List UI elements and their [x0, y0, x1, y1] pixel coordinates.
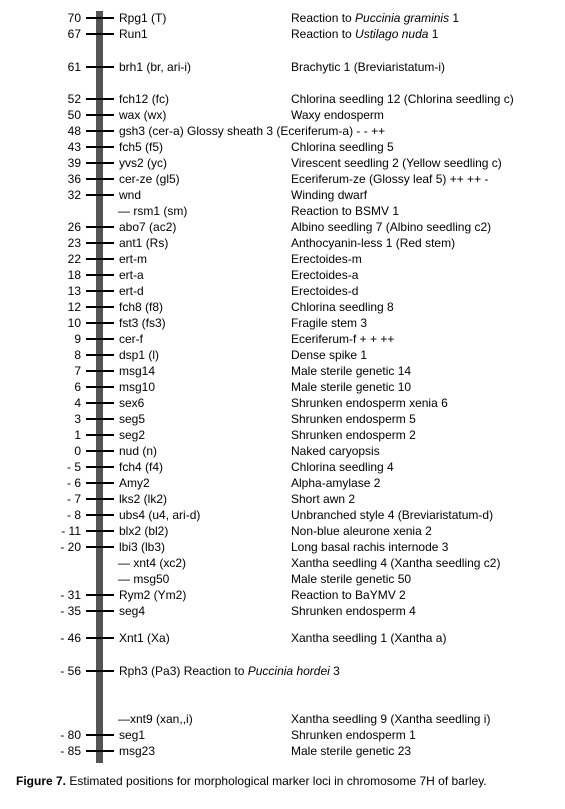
locus-row — [0, 507, 565, 523]
map-position: 36 — [67, 172, 81, 186]
locus-row — [0, 379, 565, 395]
locus-symbol: Rph3 (Pa3) Reaction to Puccinia hordei 3 — [119, 664, 340, 678]
locus-row — [0, 10, 565, 26]
trait-name — [291, 523, 432, 539]
trait-name — [291, 379, 411, 395]
map-position: 26 — [67, 220, 81, 234]
locus-row — [0, 743, 565, 759]
position-tick — [86, 322, 114, 324]
locus-row — [0, 91, 565, 107]
trait-text: Erectoides-d — [291, 284, 359, 298]
map-position: - 5 — [66, 460, 81, 474]
map-position: - 7 — [66, 492, 81, 506]
locus-row — [0, 139, 565, 155]
locus-row — [0, 187, 565, 203]
position-tick — [86, 530, 114, 532]
position-tick — [86, 546, 114, 548]
trait-name — [291, 331, 394, 347]
map-position: - 11 — [61, 524, 81, 538]
trait-text: Waxy endosperm — [291, 108, 384, 122]
trait-name — [291, 630, 446, 646]
locus-row — [0, 219, 565, 235]
trait-number: 1 — [428, 27, 439, 41]
trait-name — [291, 475, 380, 491]
trait-name — [291, 427, 416, 443]
locus-row — [0, 411, 565, 427]
trait-text: Xantha seedling 1 (Xantha a) — [291, 631, 447, 645]
position-tick — [86, 178, 114, 180]
map-position: 18 — [67, 268, 81, 282]
locus-row — [0, 315, 565, 331]
locus-symbol: Rpg1 (T) — [119, 11, 167, 25]
trait-name — [291, 299, 394, 315]
trait-text: Reaction to BaYMV 2 — [291, 588, 406, 602]
position-tick — [86, 670, 114, 672]
trait-name — [248, 664, 340, 678]
locus-row — [0, 555, 565, 571]
trait-text: Virescent seedling 2 (Yellow seedling c) — [291, 156, 502, 170]
position-tick — [86, 482, 114, 484]
map-position: - 31 — [60, 588, 81, 602]
position-tick — [86, 146, 114, 148]
trait-text: Unbranched style 4 (Breviaristatum-d) — [291, 508, 494, 522]
figure-caption — [16, 774, 536, 788]
locus-row — [0, 539, 565, 555]
map-position: 48 — [67, 124, 81, 138]
trait-text: Alpha-amylase 2 — [291, 476, 381, 490]
locus-row — [0, 587, 565, 603]
map-position: 13 — [67, 284, 81, 298]
map-position: 52 — [67, 92, 81, 106]
map-position: 8 — [74, 348, 81, 362]
locus-symbol: wnd — [119, 188, 142, 202]
map-position: 22 — [67, 252, 81, 266]
locus-symbol: nud (n) — [119, 444, 158, 458]
locus-symbol: cer-ze (gl5) — [119, 172, 180, 186]
locus-row — [0, 283, 565, 299]
locus-row — [0, 727, 565, 743]
trait-name — [291, 743, 411, 759]
position-tick — [86, 306, 114, 308]
map-position: 6 — [74, 380, 81, 394]
trait-text: Non-blue aleurone xenia 2 — [291, 524, 432, 538]
trait-name — [291, 59, 445, 75]
trait-number: 1 — [449, 11, 460, 25]
locus-symbol: Run1 — [119, 27, 148, 41]
position-tick — [86, 402, 114, 404]
trait-name — [291, 187, 367, 203]
trait-name — [291, 555, 500, 571]
locus-row — [0, 299, 565, 315]
locus-row — [0, 267, 565, 283]
locus-row — [0, 363, 565, 379]
position-tick — [86, 450, 114, 452]
locus-symbol: seg1 — [119, 728, 146, 742]
locus-symbol: Rym2 (Ym2) — [119, 588, 187, 602]
locus-symbol: seg4 — [119, 604, 146, 618]
position-tick — [86, 290, 114, 292]
map-position: - 46 — [60, 631, 81, 645]
locus-symbol: lbi3 (lb3) — [119, 540, 166, 554]
locus-row — [0, 663, 565, 679]
trait-name — [291, 571, 411, 587]
locus-symbol: ubs4 (u4, ari-d) — [119, 508, 201, 522]
trait-name — [291, 347, 367, 363]
map-position: 61 — [67, 60, 81, 74]
locus-row — [0, 571, 565, 587]
trait-text: Shrunken endosperm 4 — [291, 604, 416, 618]
map-position: - 20 — [60, 540, 81, 554]
trait-text: Male sterile genetic 50 — [291, 572, 412, 586]
trait-name — [291, 411, 416, 427]
position-tick — [86, 637, 114, 639]
locus-symbol: blx2 (bl2) — [119, 524, 169, 538]
trait-text: Albino seedling 7 (Albino seedling c2) — [291, 220, 492, 234]
trait-name — [291, 459, 394, 475]
position-tick — [86, 338, 114, 340]
locus-row — [0, 203, 565, 219]
position-tick — [86, 594, 114, 596]
position-tick — [86, 162, 114, 164]
locus-row — [0, 155, 565, 171]
map-position: 32 — [67, 188, 81, 202]
trait-name — [291, 283, 358, 299]
trait-name — [291, 539, 448, 555]
map-position: 0 — [74, 444, 81, 458]
position-tick — [86, 98, 114, 100]
locus-symbol: msg10 — [119, 380, 156, 394]
trait-name — [291, 395, 448, 411]
locus-symbol: seg2 — [119, 428, 146, 442]
trait-text: Naked caryopsis — [291, 444, 380, 458]
locus-symbol: yvs2 (yc) — [119, 156, 167, 170]
locus-row — [0, 123, 565, 139]
locus-symbol: abo7 (ac2) — [119, 220, 177, 234]
position-tick — [86, 514, 114, 516]
map-position: 4 — [74, 396, 81, 410]
trait-name — [291, 171, 488, 187]
trait-text: Reaction to — [291, 27, 356, 41]
position-tick — [86, 386, 114, 388]
map-position: 67 — [67, 27, 81, 41]
map-position: 3 — [74, 412, 81, 426]
map-position: - 35 — [60, 604, 81, 618]
position-tick — [86, 242, 114, 244]
position-tick — [86, 734, 114, 736]
locus-row — [0, 475, 565, 491]
trait-text: Reaction to BSMV 1 — [291, 204, 400, 218]
position-tick — [86, 274, 114, 276]
trait-name — [291, 139, 394, 155]
trait-name — [291, 315, 367, 331]
locus-symbol: gsh3 (cer-a) Glossy sheath 3 (Eceriferum-a) - - ++ — [119, 124, 386, 138]
locus-row — [0, 235, 565, 251]
trait-name — [291, 727, 416, 743]
locus-symbol: dsp1 (l) — [119, 348, 160, 362]
position-tick — [86, 130, 114, 132]
trait-text: Shrunken endosperm 2 — [291, 428, 416, 442]
trait-text: Male sterile genetic 10 — [291, 380, 412, 394]
position-tick — [86, 370, 114, 372]
trait-name — [291, 107, 384, 123]
position-tick — [86, 194, 114, 196]
trait-text: Reaction to — [291, 11, 356, 25]
locus-row — [0, 331, 565, 347]
trait-name — [291, 363, 411, 379]
locus-row — [0, 459, 565, 475]
trait-text: Xantha seedling 9 (Xantha seedling i) — [291, 712, 491, 726]
map-position: 39 — [67, 156, 81, 170]
map-position: 7 — [74, 364, 81, 378]
locus-symbol: fch8 (f8) — [119, 300, 164, 314]
trait-name — [291, 443, 380, 459]
position-tick — [86, 498, 114, 500]
locus-symbol: fst3 (fs3) — [119, 316, 166, 330]
locus-symbol: ert-d — [119, 284, 144, 298]
trait-species: Ustilago nuda — [355, 27, 429, 41]
locus-row — [0, 603, 565, 619]
trait-text: Eceriferum-ze (Glossy leaf 5) ++ ++ - — [291, 172, 489, 186]
trait-text: Winding dwarf — [291, 188, 368, 202]
locus-symbol: msg14 — [119, 364, 156, 378]
locus-symbol: ert-a — [119, 268, 144, 282]
trait-name — [291, 219, 491, 235]
trait-text: Erectoides-m — [291, 252, 362, 266]
position-tick — [86, 466, 114, 468]
position-tick — [86, 66, 114, 68]
locus-symbol: cer-f — [119, 332, 143, 346]
locus-row — [0, 523, 565, 539]
trait-name — [291, 587, 406, 603]
locus-symbol: — xnt4 (xc2) — [118, 556, 187, 570]
trait-number: 3 — [329, 664, 340, 678]
locus-row — [0, 443, 565, 459]
trait-name — [291, 235, 455, 251]
locus-symbol: — msg50 — [118, 572, 170, 586]
map-position: - 80 — [60, 728, 81, 742]
map-position: - 85 — [60, 744, 81, 758]
trait-text: Shrunken endosperm 1 — [291, 728, 416, 742]
locus-row — [0, 711, 565, 727]
trait-text: Anthocyanin-less 1 (Red stem) — [291, 236, 456, 250]
trait-text: Long basal rachis internode 3 — [291, 540, 449, 554]
locus-row — [0, 26, 565, 42]
trait-text: Chlorina seedling 5 — [291, 140, 394, 154]
map-position: 50 — [67, 108, 81, 122]
trait-name — [291, 155, 502, 171]
locus-symbol: lks2 (lk2) — [119, 492, 168, 506]
trait-text: Chlorina seedling 8 — [291, 300, 394, 314]
trait-species: Puccinia hordei — [247, 664, 330, 678]
locus-symbol: sex6 — [119, 396, 145, 410]
position-tick — [86, 114, 114, 116]
position-tick — [86, 610, 114, 612]
map-position: 10 — [67, 316, 81, 330]
trait-species: Puccinia graminis — [355, 11, 450, 25]
locus-symbol: wax (wx) — [119, 108, 167, 122]
trait-text: Erectoides-a — [291, 268, 359, 282]
trait-name — [291, 711, 490, 727]
position-tick — [86, 226, 114, 228]
trait-text: Short awn 2 — [291, 492, 356, 506]
trait-text: Male sterile genetic 14 — [291, 364, 412, 378]
trait-name — [291, 507, 493, 523]
map-position: 12 — [67, 300, 81, 314]
locus-symbol: —xnt9 (xan,,i) — [118, 712, 193, 726]
locus-symbol: Xnt1 (Xa) — [119, 631, 170, 645]
trait-name — [291, 91, 514, 107]
trait-name — [291, 10, 459, 26]
locus-symbol: fch12 (fc) — [119, 92, 170, 106]
locus-symbol: msg23 — [119, 744, 156, 758]
trait-name — [291, 251, 362, 267]
position-tick — [86, 354, 114, 356]
locus-symbol: ant1 (Rs) — [119, 236, 169, 250]
position-tick — [86, 17, 114, 19]
trait-name — [291, 267, 358, 283]
map-position: 23 — [67, 236, 81, 250]
locus-row — [0, 427, 565, 443]
locus-row — [0, 171, 565, 187]
map-position: 1 — [74, 428, 81, 442]
map-position: 70 — [67, 11, 81, 25]
position-tick — [86, 750, 114, 752]
trait-text: Dense spike 1 — [291, 348, 368, 362]
locus-symbol: fch4 (f4) — [119, 460, 164, 474]
locus-row — [0, 107, 565, 123]
trait-name — [291, 203, 399, 219]
locus-row — [0, 491, 565, 507]
position-tick — [86, 33, 114, 35]
locus-row — [0, 347, 565, 363]
trait-text: Xantha seedling 4 (Xantha seedling c2) — [291, 556, 501, 570]
position-tick — [86, 258, 114, 260]
caption-label: Figure 7. — [16, 774, 67, 788]
trait-text: Chlorina seedling 12 (Chlorina seedling c) — [291, 92, 514, 106]
trait-text: Shrunken endosperm 5 — [291, 412, 416, 426]
trait-text: Shrunken endosperm xenia 6 — [291, 396, 448, 410]
locus-row — [0, 395, 565, 411]
trait-text: Male sterile genetic 23 — [291, 744, 412, 758]
trait-text: Fragile stem 3 — [291, 316, 368, 330]
trait-text: Brachytic 1 (Breviaristatum-i) — [291, 60, 446, 74]
locus-row — [0, 630, 565, 646]
locus-symbol: seg5 — [119, 412, 146, 426]
locus-row — [0, 59, 565, 75]
locus-symbol: Amy2 — [119, 476, 150, 490]
locus-row — [0, 251, 565, 267]
map-position: - 6 — [66, 476, 81, 490]
trait-name — [291, 491, 355, 507]
position-tick — [86, 434, 114, 436]
locus-symbol: ert-m — [119, 252, 147, 266]
map-position: 9 — [74, 332, 81, 346]
map-position: - 56 — [60, 664, 81, 678]
map-position: - 8 — [66, 508, 81, 522]
map-position: 43 — [67, 140, 81, 154]
trait-name — [291, 603, 416, 619]
trait-name — [291, 26, 438, 42]
trait-text: Eceriferum-f + + ++ — [291, 332, 395, 346]
locus-symbol: fch5 (f5) — [119, 140, 164, 154]
position-tick — [86, 418, 114, 420]
locus-symbol: — rsm1 (sm) — [118, 204, 188, 218]
locus-symbol: brh1 (br, ari-i) — [119, 60, 192, 74]
caption-text: Estimated positions for morphological marker loci in chromosome 7H of barley. — [66, 774, 487, 788]
trait-text: Chlorina seedling 4 — [291, 460, 394, 474]
